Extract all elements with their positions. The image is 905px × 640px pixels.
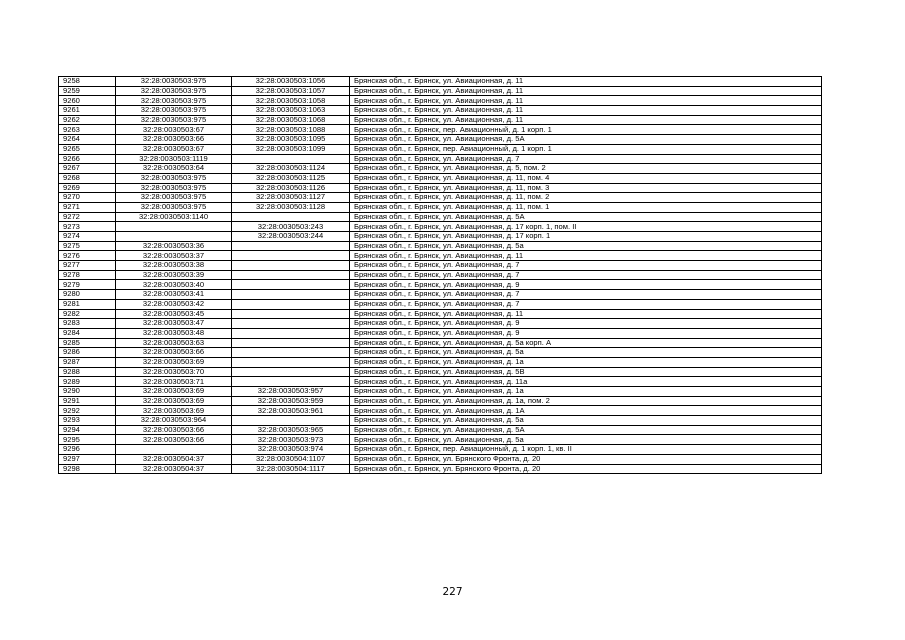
parcel-cadastral-cell: 32:28:0030503:70 — [116, 367, 232, 377]
row-number-cell: 9275 — [59, 241, 116, 251]
row-number-cell: 9273 — [59, 222, 116, 232]
row-number-cell: 9278 — [59, 270, 116, 280]
object-cadastral-cell: 32:28:0030503:973 — [232, 435, 350, 445]
row-number-cell: 9277 — [59, 261, 116, 271]
address-cell: Брянская обл., г. Брянск, ул. Брянского Фронта, д. 20 — [350, 464, 822, 474]
table-row — [59, 396, 822, 406]
parcel-cadastral-cell: 32:28:0030503:69 — [116, 387, 232, 397]
object-cadastral-cell — [232, 251, 350, 261]
row-number-cell: 9259 — [59, 86, 116, 96]
row-number-cell: 9272 — [59, 212, 116, 222]
row-number-cell: 9290 — [59, 387, 116, 397]
address-cell: Брянская обл., г. Брянск, ул. Авиационная, д. 17 корп. 1 — [350, 232, 822, 242]
address-cell: Брянская обл., г. Брянск, ул. Авиационная, д. 11 — [350, 251, 822, 261]
object-cadastral-cell: 32:28:0030503:1124 — [232, 164, 350, 174]
address-cell: Брянская обл., г. Брянск, пер. Авиационный, д. 1 корп. 1, кв. II — [350, 445, 822, 455]
parcel-cadastral-cell: 32:28:0030503:69 — [116, 406, 232, 416]
table-row — [59, 328, 822, 338]
address-cell: Брянская обл., г. Брянск, ул. Авиационная, д. 7 — [350, 299, 822, 309]
object-cadastral-cell: 32:28:0030503:1088 — [232, 125, 350, 135]
object-cadastral-cell: 32:28:0030503:1068 — [232, 115, 350, 125]
parcel-cadastral-cell: 32:28:0030503:38 — [116, 261, 232, 271]
address-cell: Брянская обл., г. Брянск, ул. Авиационная, д. 11, пом. 3 — [350, 183, 822, 193]
row-number-cell: 9264 — [59, 135, 116, 145]
address-cell: Брянская обл., г. Брянск, ул. Авиационная, д. 11 — [350, 115, 822, 125]
parcel-cadastral-cell: 32:28:0030503:42 — [116, 299, 232, 309]
address-cell: Брянская обл., г. Брянск, ул. Авиационная, д. 11 — [350, 86, 822, 96]
parcel-cadastral-cell: 32:28:0030503:975 — [116, 115, 232, 125]
address-cell: Брянская обл., г. Брянск, ул. Авиационная, д. 11 — [350, 309, 822, 319]
address-cell: Брянская обл., г. Брянск, ул. Авиационная, д. 5а — [350, 435, 822, 445]
row-number-cell: 9286 — [59, 348, 116, 358]
object-cadastral-cell: 32:28:0030503:243 — [232, 222, 350, 232]
parcel-cadastral-cell: 32:28:0030503:40 — [116, 280, 232, 290]
object-cadastral-cell — [232, 357, 350, 367]
address-cell: Брянская обл., г. Брянск, ул. Авиационная, д. 11 — [350, 106, 822, 116]
parcel-cadastral-cell: 32:28:0030503:975 — [116, 96, 232, 106]
cadastral-table — [58, 76, 822, 474]
object-cadastral-cell — [232, 261, 350, 271]
parcel-cadastral-cell: 32:28:0030503:975 — [116, 106, 232, 116]
parcel-cadastral-cell: 32:28:0030503:64 — [116, 164, 232, 174]
parcel-cadastral-cell: 32:28:0030503:69 — [116, 396, 232, 406]
table-row — [59, 125, 822, 135]
object-cadastral-cell — [232, 348, 350, 358]
table-row — [59, 406, 822, 416]
object-cadastral-cell — [232, 367, 350, 377]
table-row — [59, 183, 822, 193]
address-cell: Брянская обл., г. Брянск, ул. Авиационная, д. 1а — [350, 387, 822, 397]
address-cell: Брянская обл., г. Брянск, ул. Авиационная, д. 5а — [350, 416, 822, 426]
table-row — [59, 202, 822, 212]
object-cadastral-cell: 32:28:0030504:1117 — [232, 464, 350, 474]
object-cadastral-cell — [232, 299, 350, 309]
object-cadastral-cell: 32:28:0030503:244 — [232, 232, 350, 242]
table-row — [59, 309, 822, 319]
address-cell: Брянская обл., г. Брянск, ул. Авиационная, д. 5, пом. 2 — [350, 164, 822, 174]
row-number-cell: 9270 — [59, 193, 116, 203]
object-cadastral-cell — [232, 280, 350, 290]
parcel-cadastral-cell: 32:28:0030503:45 — [116, 309, 232, 319]
address-cell: Брянская обл., г. Брянск, ул. Авиационная, д. 7 — [350, 261, 822, 271]
address-cell: Брянская обл., г. Брянск, ул. Авиационная, д. 5а — [350, 241, 822, 251]
row-number-cell: 9276 — [59, 251, 116, 261]
object-cadastral-cell: 32:28:0030503:1099 — [232, 144, 350, 154]
row-number-cell: 9263 — [59, 125, 116, 135]
table-row — [59, 387, 822, 397]
object-cadastral-cell — [232, 319, 350, 329]
address-cell: Брянская обл., г. Брянск, ул. Авиационная, д. 11 — [350, 77, 822, 87]
parcel-cadastral-cell: 32:28:0030503:36 — [116, 241, 232, 251]
table-row — [59, 435, 822, 445]
row-number-cell: 9291 — [59, 396, 116, 406]
object-cadastral-cell — [232, 338, 350, 348]
parcel-cadastral-cell: 32:28:0030503:975 — [116, 77, 232, 87]
table-row — [59, 348, 822, 358]
table-row — [59, 173, 822, 183]
object-cadastral-cell — [232, 328, 350, 338]
address-cell: Брянская обл., г. Брянск, ул. Авиационная, д. 1А — [350, 406, 822, 416]
parcel-cadastral-cell: 32:28:0030503:1140 — [116, 212, 232, 222]
address-cell: Брянская обл., г. Брянск, ул. Авиационная, д. 5А — [350, 135, 822, 145]
row-number-cell: 9261 — [59, 106, 116, 116]
table-row — [59, 251, 822, 261]
object-cadastral-cell — [232, 416, 350, 426]
address-cell: Брянская обл., г. Брянск, ул. Авиационная, д. 1а, пом. 2 — [350, 396, 822, 406]
object-cadastral-cell: 32:28:0030503:1095 — [232, 135, 350, 145]
address-cell: Брянская обл., г. Брянск, пер. Авиационный, д. 1 корп. 1 — [350, 125, 822, 135]
table-row — [59, 377, 822, 387]
row-number-cell: 9285 — [59, 338, 116, 348]
row-number-cell: 9265 — [59, 144, 116, 154]
row-number-cell: 9287 — [59, 357, 116, 367]
row-number-cell: 9294 — [59, 425, 116, 435]
parcel-cadastral-cell: 32:28:0030503:66 — [116, 135, 232, 145]
address-cell: Брянская обл., г. Брянск, ул. Авиационная, д. 5В — [350, 367, 822, 377]
parcel-cadastral-cell: 32:28:0030503:66 — [116, 435, 232, 445]
address-cell: Брянская обл., г. Брянск, ул. Авиационная, д. 9 — [350, 328, 822, 338]
row-number-cell: 9297 — [59, 454, 116, 464]
table-row — [59, 232, 822, 242]
table-row — [59, 454, 822, 464]
table-row — [59, 77, 822, 87]
row-number-cell: 9279 — [59, 280, 116, 290]
table-row — [59, 367, 822, 377]
table-row — [59, 261, 822, 271]
parcel-cadastral-cell: 32:28:0030504:37 — [116, 454, 232, 464]
address-cell: Брянская обл., г. Брянск, ул. Авиационная, д. 11, пом. 4 — [350, 173, 822, 183]
table-row — [59, 212, 822, 222]
address-cell: Брянская обл., г. Брянск, ул. Авиационная, д. 11а — [350, 377, 822, 387]
table-row — [59, 164, 822, 174]
row-number-cell: 9274 — [59, 232, 116, 242]
object-cadastral-cell: 32:28:0030503:1128 — [232, 202, 350, 212]
parcel-cadastral-cell — [116, 222, 232, 232]
object-cadastral-cell: 32:28:0030503:1127 — [232, 193, 350, 203]
row-number-cell: 9271 — [59, 202, 116, 212]
table-row — [59, 241, 822, 251]
table-row — [59, 154, 822, 164]
object-cadastral-cell — [232, 377, 350, 387]
object-cadastral-cell — [232, 290, 350, 300]
parcel-cadastral-cell: 32:28:0030503:975 — [116, 202, 232, 212]
object-cadastral-cell: 32:28:0030503:959 — [232, 396, 350, 406]
table-row — [59, 144, 822, 154]
row-number-cell: 9283 — [59, 319, 116, 329]
row-number-cell: 9269 — [59, 183, 116, 193]
parcel-cadastral-cell — [116, 232, 232, 242]
object-cadastral-cell: 32:28:0030503:1125 — [232, 173, 350, 183]
address-cell: Брянская обл., г. Брянск, ул. Брянского Фронта, д. 20 — [350, 454, 822, 464]
table-row — [59, 280, 822, 290]
parcel-cadastral-cell: 32:28:0030503:37 — [116, 251, 232, 261]
table-row — [59, 96, 822, 106]
parcel-cadastral-cell: 32:28:0030503:1119 — [116, 154, 232, 164]
address-cell: Брянская обл., г. Брянск, ул. Авиационная, д. 1а — [350, 357, 822, 367]
parcel-cadastral-cell: 32:28:0030503:964 — [116, 416, 232, 426]
parcel-cadastral-cell: 32:28:0030503:975 — [116, 193, 232, 203]
table-row — [59, 290, 822, 300]
address-cell: Брянская обл., г. Брянск, ул. Авиационная, д. 11, пом. 2 — [350, 193, 822, 203]
parcel-cadastral-cell: 32:28:0030503:67 — [116, 144, 232, 154]
table-row — [59, 464, 822, 474]
parcel-cadastral-cell: 32:28:0030503:975 — [116, 86, 232, 96]
page-number: 227 — [442, 586, 463, 598]
parcel-cadastral-cell: 32:28:0030503:975 — [116, 183, 232, 193]
table-row — [59, 425, 822, 435]
row-number-cell: 9282 — [59, 309, 116, 319]
object-cadastral-cell: 32:28:0030503:961 — [232, 406, 350, 416]
table-row — [59, 193, 822, 203]
address-cell: Брянская обл., г. Брянск, ул. Авиационная, д. 17 корп. 1, пом. II — [350, 222, 822, 232]
table-row — [59, 135, 822, 145]
table-row — [59, 319, 822, 329]
row-number-cell: 9266 — [59, 154, 116, 164]
object-cadastral-cell: 32:28:0030503:1058 — [232, 96, 350, 106]
parcel-cadastral-cell: 32:28:0030503:63 — [116, 338, 232, 348]
table-row — [59, 357, 822, 367]
row-number-cell: 9295 — [59, 435, 116, 445]
object-cadastral-cell: 32:28:0030504:1107 — [232, 454, 350, 464]
object-cadastral-cell: 32:28:0030503:1056 — [232, 77, 350, 87]
object-cadastral-cell: 32:28:0030503:957 — [232, 387, 350, 397]
address-cell: Брянская обл., г. Брянск, ул. Авиационная, д. 5А — [350, 212, 822, 222]
object-cadastral-cell — [232, 154, 350, 164]
table-row — [59, 86, 822, 96]
parcel-cadastral-cell: 32:28:0030503:69 — [116, 357, 232, 367]
row-number-cell: 9288 — [59, 367, 116, 377]
object-cadastral-cell: 32:28:0030503:1126 — [232, 183, 350, 193]
row-number-cell: 9289 — [59, 377, 116, 387]
row-number-cell: 9262 — [59, 115, 116, 125]
parcel-cadastral-cell: 32:28:0030503:39 — [116, 270, 232, 280]
row-number-cell: 9293 — [59, 416, 116, 426]
address-cell: Брянская обл., г. Брянск, ул. Авиационная, д. 9 — [350, 280, 822, 290]
table-row — [59, 299, 822, 309]
address-cell: Брянская обл., г. Брянск, ул. Авиационная, д. 9 — [350, 319, 822, 329]
table-row — [59, 416, 822, 426]
object-cadastral-cell — [232, 212, 350, 222]
object-cadastral-cell: 32:28:0030503:1057 — [232, 86, 350, 96]
cadastral-table-body — [59, 77, 822, 474]
object-cadastral-cell: 32:28:0030503:1063 — [232, 106, 350, 116]
table-row — [59, 222, 822, 232]
table-row — [59, 445, 822, 455]
address-cell: Брянская обл., г. Брянск, ул. Авиационная, д. 7 — [350, 290, 822, 300]
parcel-cadastral-cell: 32:28:0030503:66 — [116, 348, 232, 358]
row-number-cell: 9296 — [59, 445, 116, 455]
parcel-cadastral-cell: 32:28:0030504:37 — [116, 464, 232, 474]
table-row — [59, 115, 822, 125]
table-row — [59, 106, 822, 116]
row-number-cell: 9281 — [59, 299, 116, 309]
parcel-cadastral-cell: 32:28:0030503:47 — [116, 319, 232, 329]
object-cadastral-cell — [232, 309, 350, 319]
parcel-cadastral-cell: 32:28:0030503:48 — [116, 328, 232, 338]
row-number-cell: 9267 — [59, 164, 116, 174]
address-cell: Брянская обл., г. Брянск, ул. Авиационная, д. 11 — [350, 96, 822, 106]
object-cadastral-cell — [232, 270, 350, 280]
address-cell: Брянская обл., г. Брянск, ул. Авиационная, д. 7 — [350, 270, 822, 280]
object-cadastral-cell — [232, 241, 350, 251]
row-number-cell: 9284 — [59, 328, 116, 338]
address-cell: Брянская обл., г. Брянск, пер. Авиационный, д. 1 корп. 1 — [350, 144, 822, 154]
row-number-cell: 9258 — [59, 77, 116, 87]
address-cell: Брянская обл., г. Брянск, ул. Авиационная, д. 5а корп. А — [350, 338, 822, 348]
parcel-cadastral-cell: 32:28:0030503:41 — [116, 290, 232, 300]
row-number-cell: 9280 — [59, 290, 116, 300]
object-cadastral-cell: 32:28:0030503:974 — [232, 445, 350, 455]
parcel-cadastral-cell: 32:28:0030503:66 — [116, 425, 232, 435]
address-cell: Брянская обл., г. Брянск, ул. Авиационная, д. 7 — [350, 154, 822, 164]
address-cell: Брянская обл., г. Брянск, ул. Авиационная, д. 11, пом. 1 — [350, 202, 822, 212]
row-number-cell: 9292 — [59, 406, 116, 416]
row-number-cell: 9260 — [59, 96, 116, 106]
address-cell: Брянская обл., г. Брянск, ул. Авиационная, д. 5А — [350, 425, 822, 435]
table-row — [59, 338, 822, 348]
table-row — [59, 270, 822, 280]
object-cadastral-cell: 32:28:0030503:965 — [232, 425, 350, 435]
parcel-cadastral-cell — [116, 445, 232, 455]
parcel-cadastral-cell: 32:28:0030503:67 — [116, 125, 232, 135]
parcel-cadastral-cell: 32:28:0030503:975 — [116, 173, 232, 183]
address-cell: Брянская обл., г. Брянск, ул. Авиационная, д. 5а — [350, 348, 822, 358]
row-number-cell: 9298 — [59, 464, 116, 474]
row-number-cell: 9268 — [59, 173, 116, 183]
parcel-cadastral-cell: 32:28:0030503:71 — [116, 377, 232, 387]
